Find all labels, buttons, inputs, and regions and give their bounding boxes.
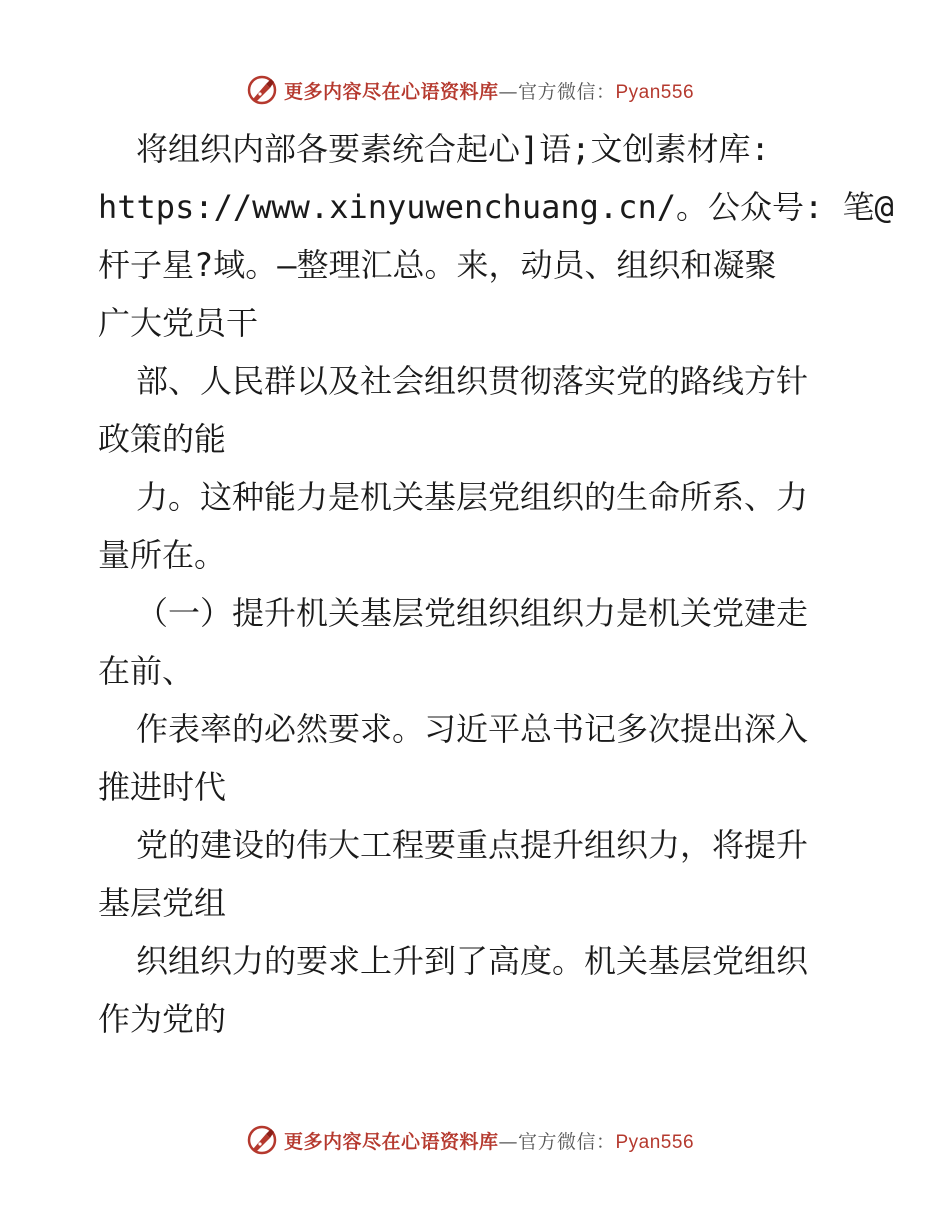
- text-line: 织组织力的要求上升到了高度。机关基层党组织: [136, 942, 809, 980]
- text-line: 广大党员干: [98, 304, 259, 342]
- banner-wechat-id: Pyan556: [615, 1131, 695, 1153]
- text-line: 作为党的: [98, 1000, 227, 1038]
- text-line: 在前、: [98, 652, 195, 690]
- text-line: 推进时代: [98, 768, 227, 806]
- text-line: 政策的能: [98, 420, 227, 458]
- banner-text: [284, 77, 694, 104]
- text-line: 将组织内部各要素统合起心]语;文创素材库:: [136, 130, 770, 168]
- pen-nib-logo-icon: [246, 74, 278, 106]
- banner-text: [284, 1127, 694, 1154]
- footer-banner: [0, 1120, 950, 1160]
- banner-separator: —官方微信：: [498, 1130, 616, 1153]
- document-body: [98, 120, 894, 1048]
- header-banner: [0, 70, 950, 110]
- text-line: 杆子星?域。—整理汇总。来，动员、组织和凝聚: [98, 246, 777, 284]
- text-line: https://www.xinyuwenchuang.cn/。公众号: 笔@: [98, 188, 894, 226]
- text-line: 作表率的必然要求。习近平总书记多次提出深入: [136, 710, 809, 748]
- text-line: 部、人民群以及社会组织贯彻落实党的路线方针: [136, 362, 809, 400]
- text-line: 党的建设的伟大工程要重点提升组织力，将提升: [136, 826, 809, 864]
- banner-wechat-id: Pyan556: [615, 81, 695, 103]
- pen-nib-logo-icon: [246, 1124, 278, 1156]
- banner-brand: 更多内容尽在心语资料库: [283, 1130, 499, 1153]
- banner-separator: —官方微信：: [498, 80, 616, 103]
- text-line: （一）提升机关基层党组织组织力是机关党建走: [136, 594, 809, 632]
- banner-brand: 更多内容尽在心语资料库: [283, 80, 499, 103]
- text-line: 量所在。: [98, 536, 227, 574]
- text-line: 力。这种能力是机关基层党组织的生命所系、力: [136, 478, 809, 516]
- text-line: 基层党组: [98, 884, 227, 922]
